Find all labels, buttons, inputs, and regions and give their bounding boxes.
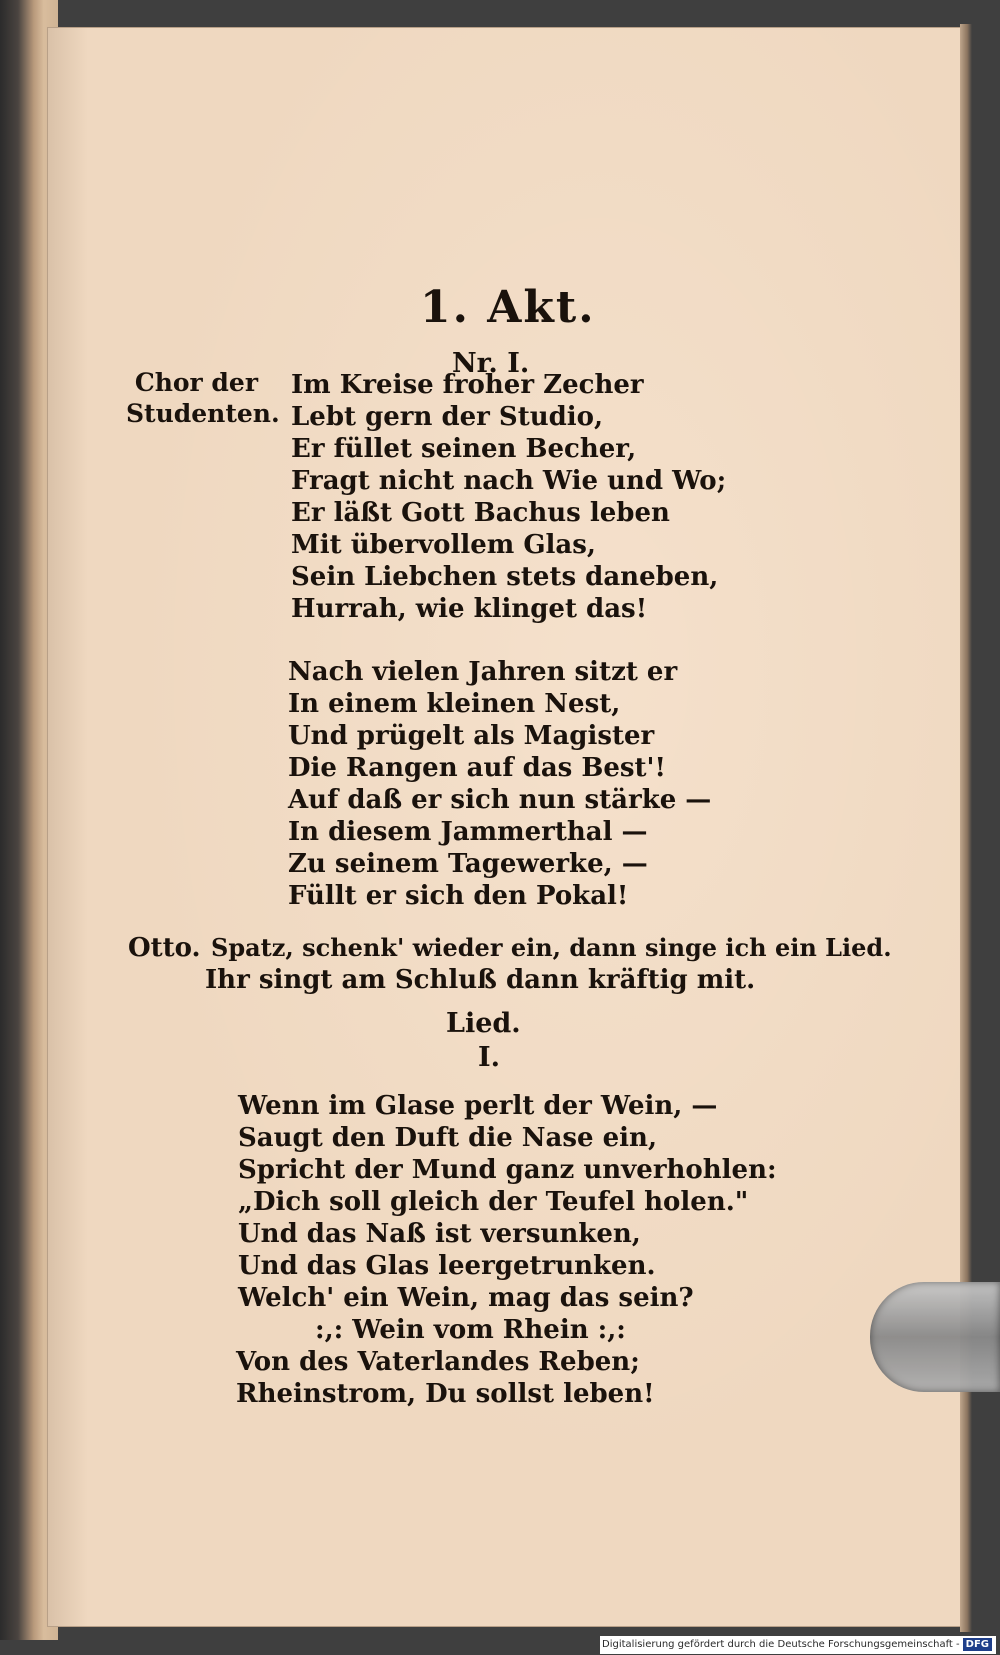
song-line: Und das Glas leergetrunken. [238, 1251, 656, 1281]
song-lines-2 [236, 1346, 655, 1410]
act-title: 1. Akt. [420, 282, 596, 333]
song-line: Wenn im Glase perlt der Wein, — [238, 1091, 718, 1121]
verse-line: Auf daß er sich nun stärke — [288, 785, 712, 815]
song-title: Lied. [446, 1008, 521, 1039]
otto-line-1: Spatz, schenk' wieder ein, dann singe ich ein Lied. [211, 933, 892, 962]
verse-line: Im Kreise froher Zecher [291, 370, 644, 400]
otto-speaker: Otto. [128, 933, 201, 963]
song-line: Welch' ein Wein, mag das sein? [238, 1283, 694, 1313]
footer-text: Digitalisierung gefördert durch die Deutsche Forschungsgemeinschaft - [602, 1639, 960, 1650]
verse-line: Sein Liebchen stets daneben, [291, 562, 719, 592]
footer-credit [600, 1636, 996, 1654]
verse-line: Füllt er sich den Pokal! [288, 881, 629, 911]
scanner-clamp [870, 1282, 1000, 1392]
chorus-speaker-line2: Studenten. [126, 399, 280, 428]
song-refrain: :,: Wein vom Rhein :,: [315, 1315, 626, 1345]
dfg-logo: DFG [963, 1638, 992, 1651]
verse-line: Mit übervollem Glas, [291, 530, 596, 560]
otto-line-2: Ihr singt am Schluß dann kräftig mit. [205, 965, 756, 995]
song-line: Und das Naß ist versunken, [238, 1219, 641, 1249]
song-line: „Dich soll gleich der Teufel holen." [238, 1187, 749, 1217]
verse-line: In einem kleinen Nest, [288, 689, 621, 719]
verse-line: Fragt nicht nach Wie und Wo; [291, 466, 727, 496]
verse-line: Und prügelt als Magister [288, 721, 655, 751]
verse-line: Hurrah, wie klinget das! [291, 594, 648, 624]
number-title: Nr. I. [452, 348, 530, 379]
chorus-stanza-2 [288, 656, 711, 912]
song-line: Rheinstrom, Du sollst leben! [236, 1379, 655, 1409]
song-lines-1 [238, 1090, 777, 1314]
verse-line: Er läßt Gott Bachus leben [291, 498, 670, 528]
chorus-stanza-1 [291, 369, 726, 625]
song-line: Saugt den Duft die Nase ein, [238, 1123, 658, 1153]
verse-line: Die Rangen auf das Best'! [288, 753, 666, 783]
song-number: I. [478, 1042, 501, 1073]
song-line: Spricht der Mund ganz unverhohlen: [238, 1155, 777, 1185]
song-line: Von des Vaterlandes Reben; [236, 1347, 640, 1377]
verse-line: Zu seinem Tagewerke, — [288, 849, 648, 879]
chorus-speaker-line1: Chor der [134, 368, 258, 397]
verse-line: In diesem Jammerthal — [288, 817, 648, 847]
verse-line: Nach vielen Jahren sitzt er [288, 657, 678, 687]
verse-line: Er füllet seinen Becher, [291, 434, 637, 464]
verse-line: Lebt gern der Studio, [291, 402, 604, 432]
